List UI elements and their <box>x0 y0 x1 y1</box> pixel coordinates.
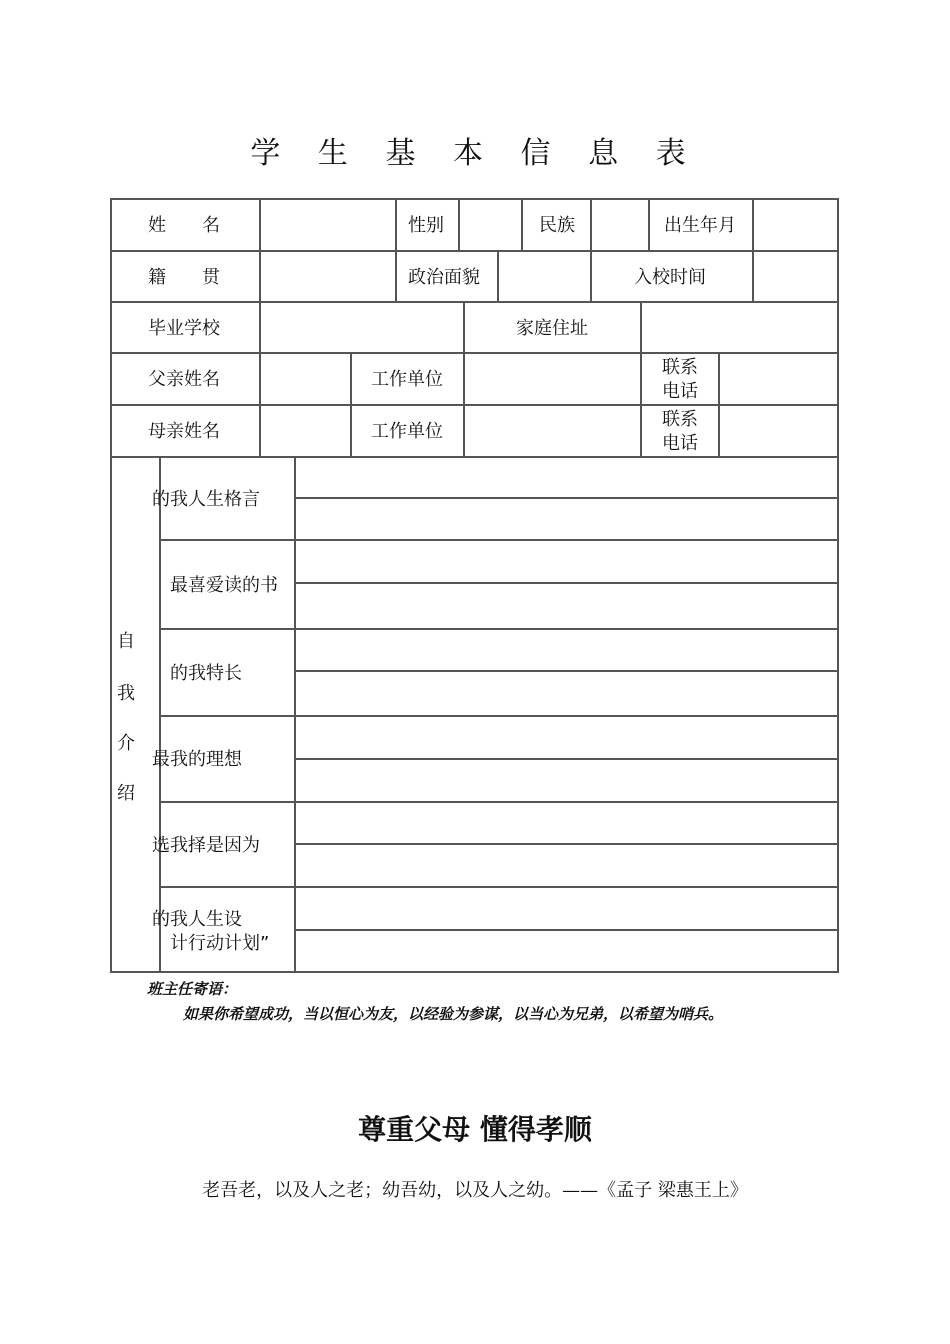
life-motto-label: 的我人生格言 <box>152 489 260 510</box>
home-address-field[interactable] <box>642 303 837 352</box>
native-place-field[interactable] <box>261 252 395 301</box>
ethnicity-label: 民族 <box>539 215 575 236</box>
mother-phone-label-1: 联系 <box>662 409 698 430</box>
mother-phone-field[interactable] <box>720 406 837 456</box>
graduated-school-field[interactable] <box>261 303 463 352</box>
ideal-field[interactable] <box>296 717 837 801</box>
father-phone-field[interactable] <box>720 354 837 404</box>
mother-name-label: 母亲姓名 <box>148 421 220 442</box>
enroll-date-label: 入校时间 <box>634 267 706 288</box>
ethnicity-field[interactable] <box>592 200 648 250</box>
native-place-label: 籍 贯 <box>148 267 220 288</box>
self-intro-char-3: 介 <box>117 733 135 754</box>
favorite-book-label: 最喜爱读的书 <box>170 575 278 596</box>
mother-phone-label-2: 电话 <box>662 433 698 454</box>
self-intro-char-4: 绍 <box>117 783 135 804</box>
choice-reason-label: 选我择是因为 <box>152 835 260 856</box>
choice-reason-field[interactable] <box>296 803 837 886</box>
father-phone-label-1: 联系 <box>662 357 698 378</box>
mother-name-field[interactable] <box>261 406 350 456</box>
gender-field[interactable] <box>460 200 521 250</box>
ideal-label: 最我的理想 <box>152 749 242 770</box>
page-title: 学 生 基 本 信 息 表 <box>250 136 700 171</box>
specialty-field[interactable] <box>296 630 837 715</box>
gender-label: 性别 <box>408 215 444 236</box>
home-address-label: 家庭住址 <box>516 318 588 339</box>
section-quote: 老吾老，以及人之老；幼吾幼，以及人之幼。——《孟子 梁惠王上》 <box>202 1180 748 1201</box>
father-work-field[interactable] <box>465 354 640 404</box>
life-plan-field[interactable] <box>296 888 837 971</box>
teacher-remark-body: 如果你希望成功，当以恒心为友，以经验为参谋，以当心为兄弟，以希望为哨兵。 <box>183 1005 724 1023</box>
father-work-label: 工作单位 <box>371 369 443 390</box>
enroll-date-field[interactable] <box>754 252 837 301</box>
father-name-field[interactable] <box>261 354 350 404</box>
self-intro-char-1: 自 <box>117 631 135 652</box>
political-status-label: 政治面貌 <box>408 267 480 288</box>
life-plan-label-2: 计行动计划” <box>170 933 270 954</box>
specialty-label: 的我特长 <box>170 663 242 684</box>
birth-field[interactable] <box>754 200 837 250</box>
life-motto-field[interactable] <box>296 458 837 539</box>
graduated-school-label: 毕业学校 <box>148 318 220 339</box>
self-intro-char-2: 我 <box>117 683 135 704</box>
name-field[interactable] <box>261 200 395 250</box>
mother-work-label: 工作单位 <box>371 421 443 442</box>
father-name-label: 父亲姓名 <box>148 369 220 390</box>
political-status-field[interactable] <box>499 252 590 301</box>
mother-work-field[interactable] <box>465 406 640 456</box>
birth-label: 出生年月 <box>664 215 736 236</box>
favorite-book-field[interactable] <box>296 541 837 628</box>
father-phone-label-2: 电话 <box>662 381 698 402</box>
life-plan-label-1: 的我人生设 <box>152 909 242 930</box>
teacher-remark-heading: 班主任寄语： <box>147 980 238 998</box>
section-heading: 尊重父母 懂得孝顺 <box>358 1113 592 1146</box>
name-label: 姓 名 <box>148 215 220 236</box>
